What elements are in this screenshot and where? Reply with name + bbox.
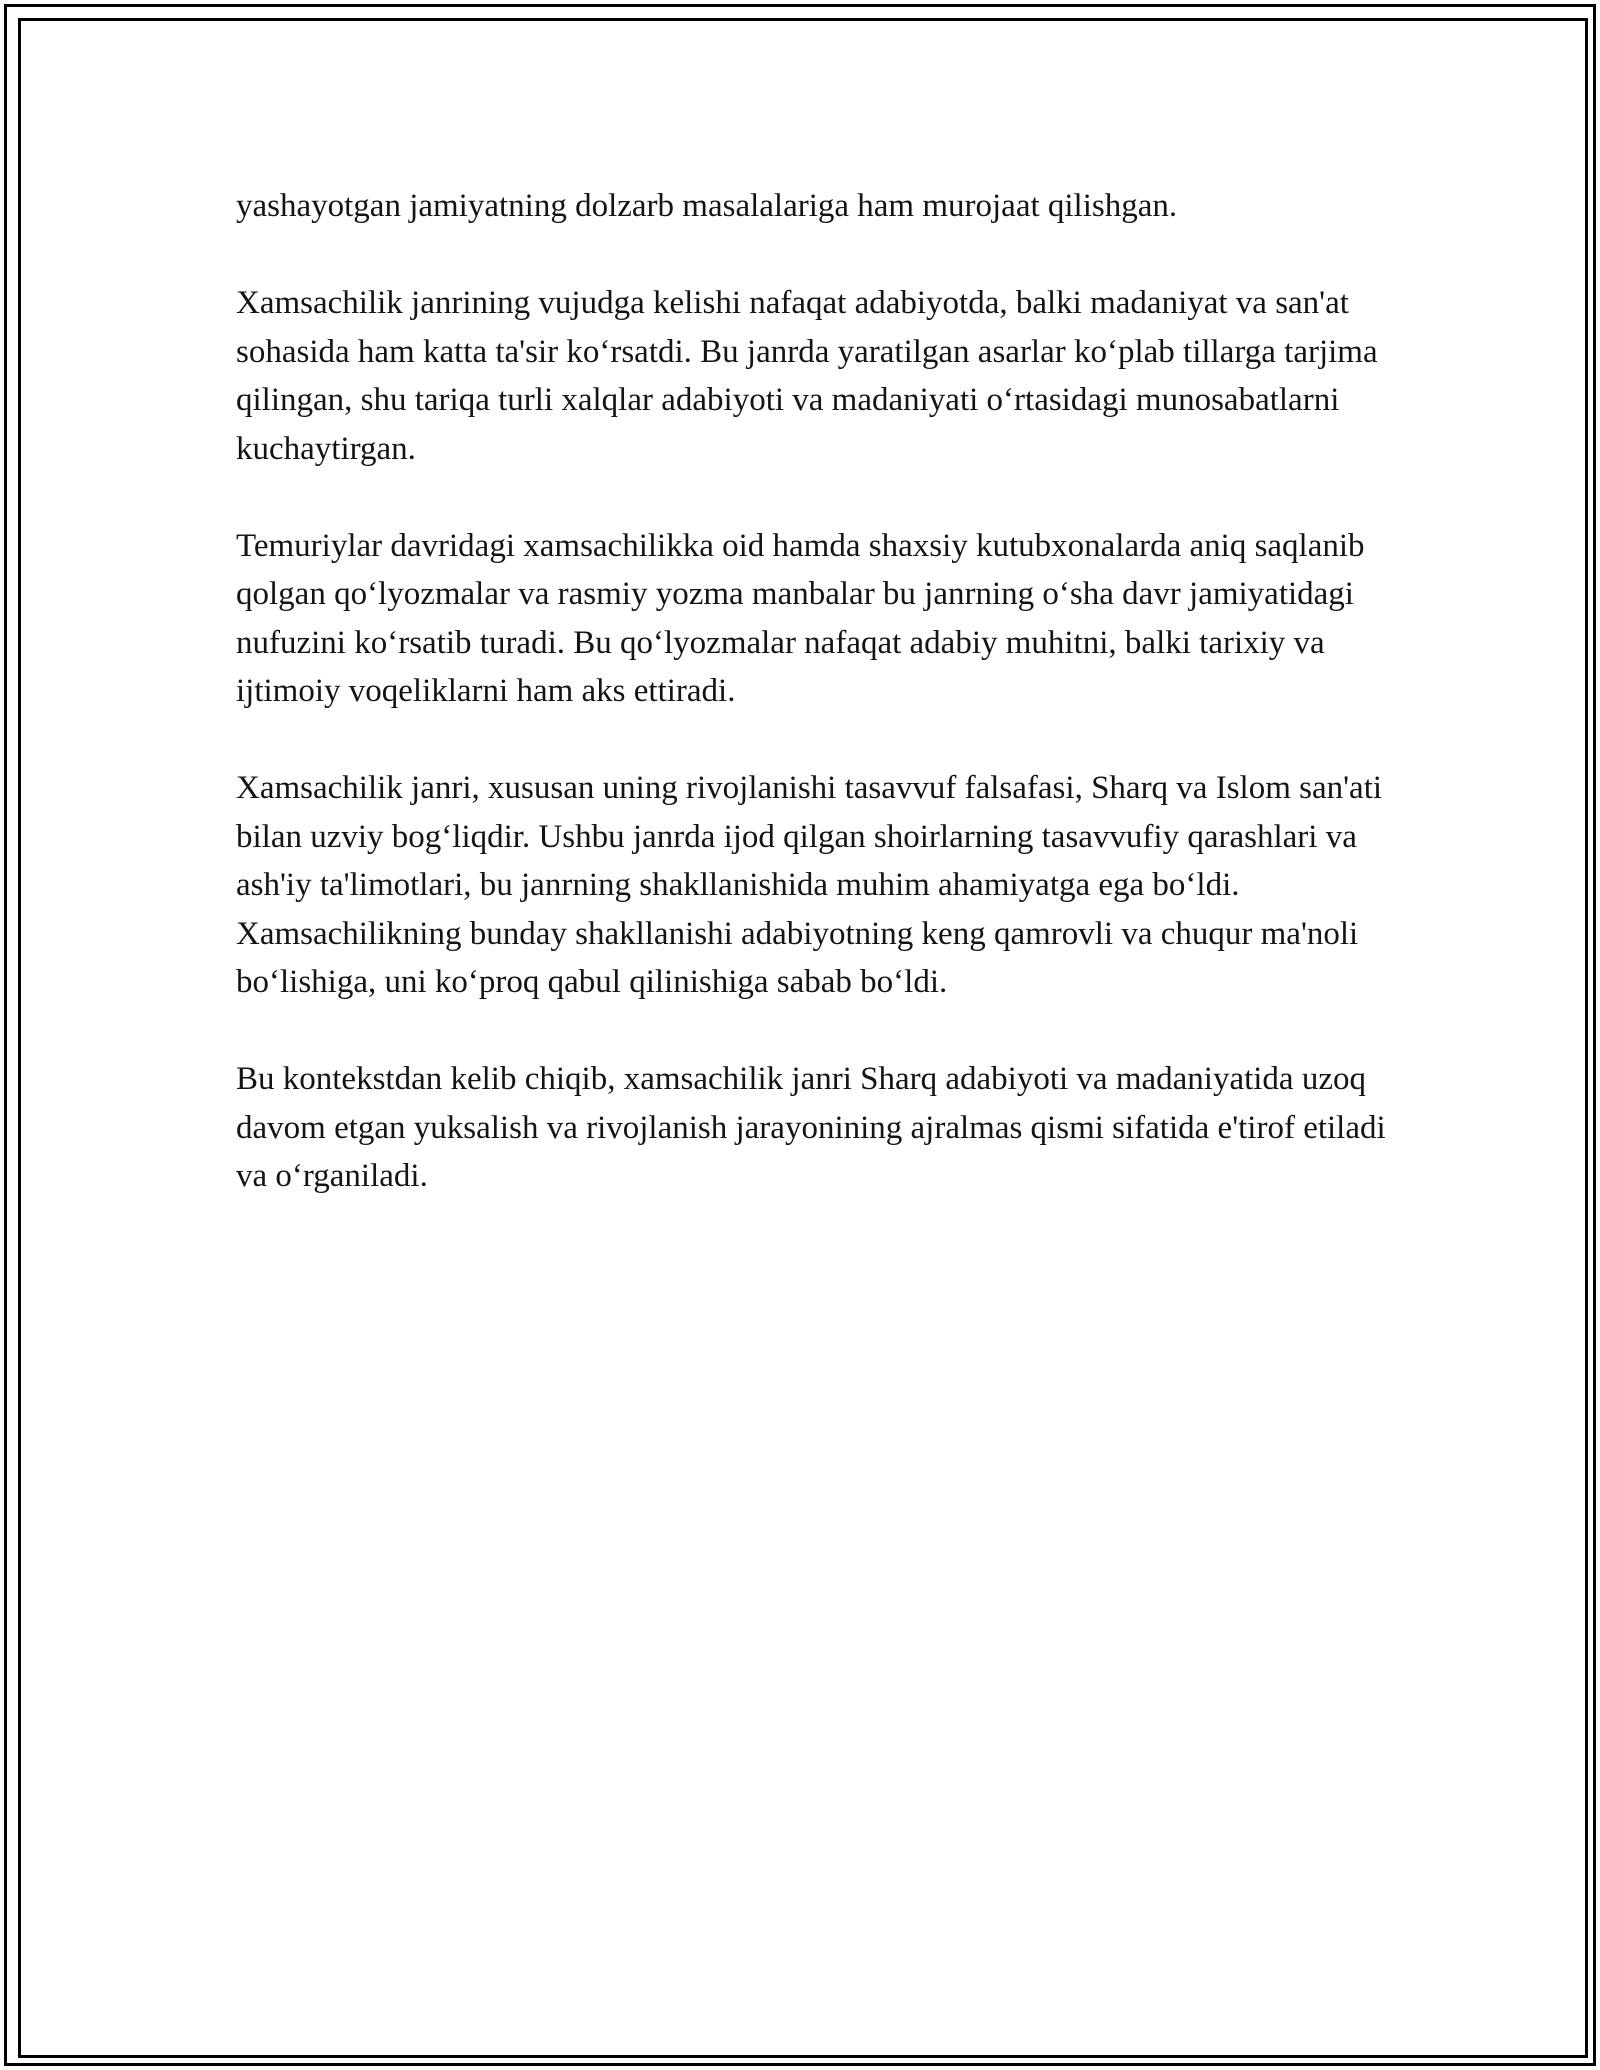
paragraph-5: Bu kontekstdan kelib chiqib, xamsachilik janri Sharq adabiyoti va madaniyatida uzoq davom etgan yuksalish va rivojlanish jarayonining ajralmas qismi sifatida e'tirof etiladi va o‘rganiladi.	[236, 1061, 1386, 1194]
paragraph-2: Xamsachilik janrining vujudga kelishi nafaqat adabiyotda, balki madaniyat va san'at sohasida ham katta ta'sir ko‘rsatdi. Bu janrda yaratilgan asarlar ko‘plab tillarga tarjima qilingan, shu tariqa turli xalqlar adabiyoti va madaniyati o‘rtasidagi munosabatlarni kuchaytirgan.	[236, 285, 1378, 467]
paragraph-1: yashayotgan jamiyatning dolzarb masalalariga ham murojaat qilishgan.	[236, 188, 1178, 224]
paragraph-4: Xamsachilik janri, xususan uning rivojlanishi tasavvuf falsafasi, Sharq va Islom san'ati bilan uzviy bog‘liqdir. Ushbu janrda ijod qilgan shoirlarning tasavvufiy qarashlari va ash'iy ta'limotlari, bu janrning shakllanishida muhim ahamiyatga ega bo‘ldi. Xamsachilikning bunday shakllanishi adabiyotning keng qamrovli va chuqur ma'noli bo‘lishiga, uni ko‘proq qabul qilinishiga sabab bo‘ldi.	[236, 770, 1383, 1000]
document-body	[236, 182, 1406, 1249]
paragraph-3: Temuriylar davridagi xamsachilikka oid hamda shaxsiy kutubxonalarda aniq saqlanib qolgan qo‘lyozmalar va rasmiy yozma manbalar bu janrning o‘sha davr jamiyatidagi nufuzini ko‘rsatib turadi. Bu qo‘lyozmalar nafaqat adabiy muhitni, balki tarixiy va ijtimoiy voqeliklarni ham aks ettiradi.	[236, 527, 1365, 709]
